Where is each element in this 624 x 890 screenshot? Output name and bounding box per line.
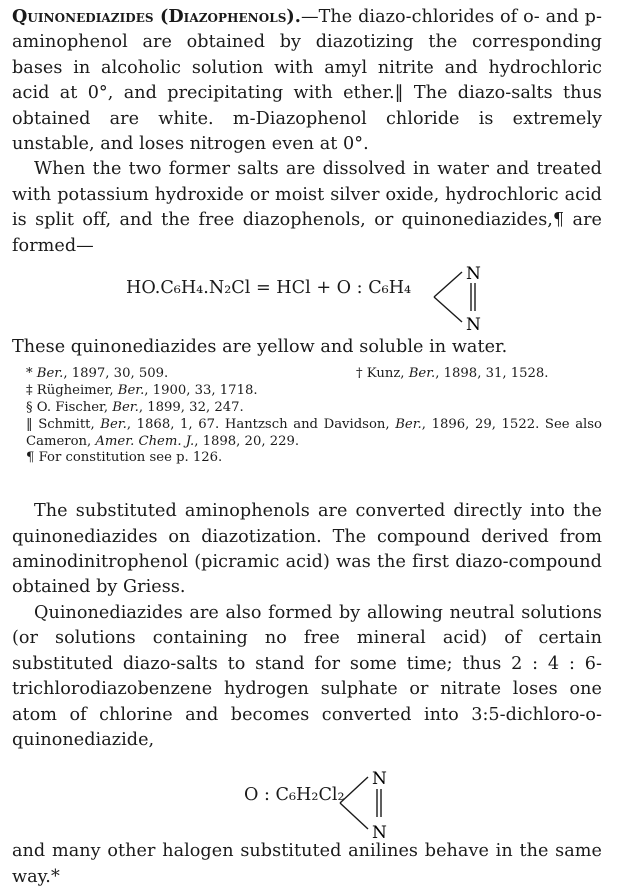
paragraph-4: The substituted aminophenols are converted directly into the quinonediazides on diazotization. The compound derived from aminodinitrophenol (picramic acid) was the first diazo-compound obtained by Griess. (12, 501, 602, 598)
footnote-ref: , 1898, 31, 1528. (435, 366, 549, 382)
footnote-source: Ber. (36, 366, 64, 382)
equation-1-n-bottom: N (466, 315, 481, 336)
paragraph-3: These quinonediazides are yellow and soluble in water. (12, 337, 508, 358)
footnote-mark: ‡ (26, 383, 33, 399)
footnote-author: Rügheimer, (36, 383, 114, 399)
footnote-source: Ber. (117, 383, 145, 399)
document-page (12, 4, 602, 890)
footnote-4 (12, 400, 602, 417)
diazo-ring-structure-2 (338, 763, 398, 843)
diazo-ring-structure-1 (432, 259, 492, 335)
paragraph-quinonediazides (12, 4, 602, 157)
footnote-author: Schmitt, (38, 416, 95, 432)
footnote-3 (12, 383, 602, 400)
footnote-source: Ber. (100, 416, 127, 432)
equation-1-n-top: N (466, 264, 481, 285)
footnote-ref: , 1897, 30, 509. (63, 366, 169, 382)
paragraph-2: When the two former salts are dissolved in water and treated with potassium hydroxide or moist silver oxide, hydrochloric acid is split off, and the free diazophenols, or quinonediazides,¶ are formed— (12, 159, 602, 256)
footnote-author: O. Fischer, (36, 400, 109, 416)
footnote-mark: § (26, 400, 33, 416)
equation-2 (12, 753, 602, 844)
equation-1-formula: HO.C₆H₄.N₂Cl = HCl + O : C₆H₄ (126, 278, 412, 299)
footnote-row-1 (12, 366, 602, 383)
footnotes (12, 366, 602, 467)
footnote-text: For constitution see p. 126. (38, 450, 223, 466)
equation-1 (12, 259, 602, 335)
equation-2-n-bottom: N (372, 823, 387, 844)
footnote-source: Ber. (395, 416, 422, 432)
footnote-mark: † (356, 366, 363, 382)
footnote-ref: , 1898, 20, 229. (194, 433, 300, 449)
footnote-source: Amer. Chem. J. (95, 433, 195, 449)
footnote-mark: ‖ (26, 416, 33, 432)
footnote-5 (12, 417, 602, 451)
footnote-source: Ber. (112, 400, 139, 416)
footnote-ref: , 1896, 29, 1522. See also Cameron, (26, 416, 602, 449)
footnote-1 (12, 366, 356, 383)
footnote-ref: , 1900, 33, 1718. (144, 383, 258, 399)
footnote-source: Ber. (408, 366, 436, 382)
footnote-mark: ¶ (26, 450, 35, 466)
footnote-ref: , 1868, 1, 67. Hantzsch and Davidson, (126, 416, 390, 432)
paragraph-6: and many other halogen substituted anilines behave in the same way.* (12, 841, 602, 887)
page-gap (12, 467, 602, 499)
footnote-author: Kunz, (366, 366, 405, 382)
paragraph-1-text: —The diazo-chlorides of o- and p-aminophenol are obtained by diazotizing the corresponding bases in alcoholic solution with amyl nitrite and hydrochloric acid at 0°, and precipitating with ether.‖ The diazo-salts thus obtained are white. m-Diazophenol chloride is extremely unstable, and loses nitrogen even at 0°. (12, 7, 602, 155)
footnote-mark: * (26, 366, 33, 382)
footnote-6 (12, 450, 602, 467)
paragraph-5: Quinonediazides are also formed by allowing neutral solutions (or solutions containing no free mineral acid) of certain substituted diazo-salts to stand for some time; thus 2 : 4 : 6-trichlorodiazobenzene hydrogen sulphate or nitrate loses one atom of chlorine and becomes converted into 3:5-dichloro-o-quinonediazide, (12, 602, 602, 750)
footnote-ref: , 1899, 32, 247. (138, 400, 244, 416)
section-heading: Quinonediazides (Diazophenols). (12, 6, 301, 27)
equation-2-n-top: N (372, 769, 387, 790)
equation-2-formula: O : C₆H₂Cl₂ (244, 785, 345, 806)
footnote-2 (356, 366, 549, 383)
